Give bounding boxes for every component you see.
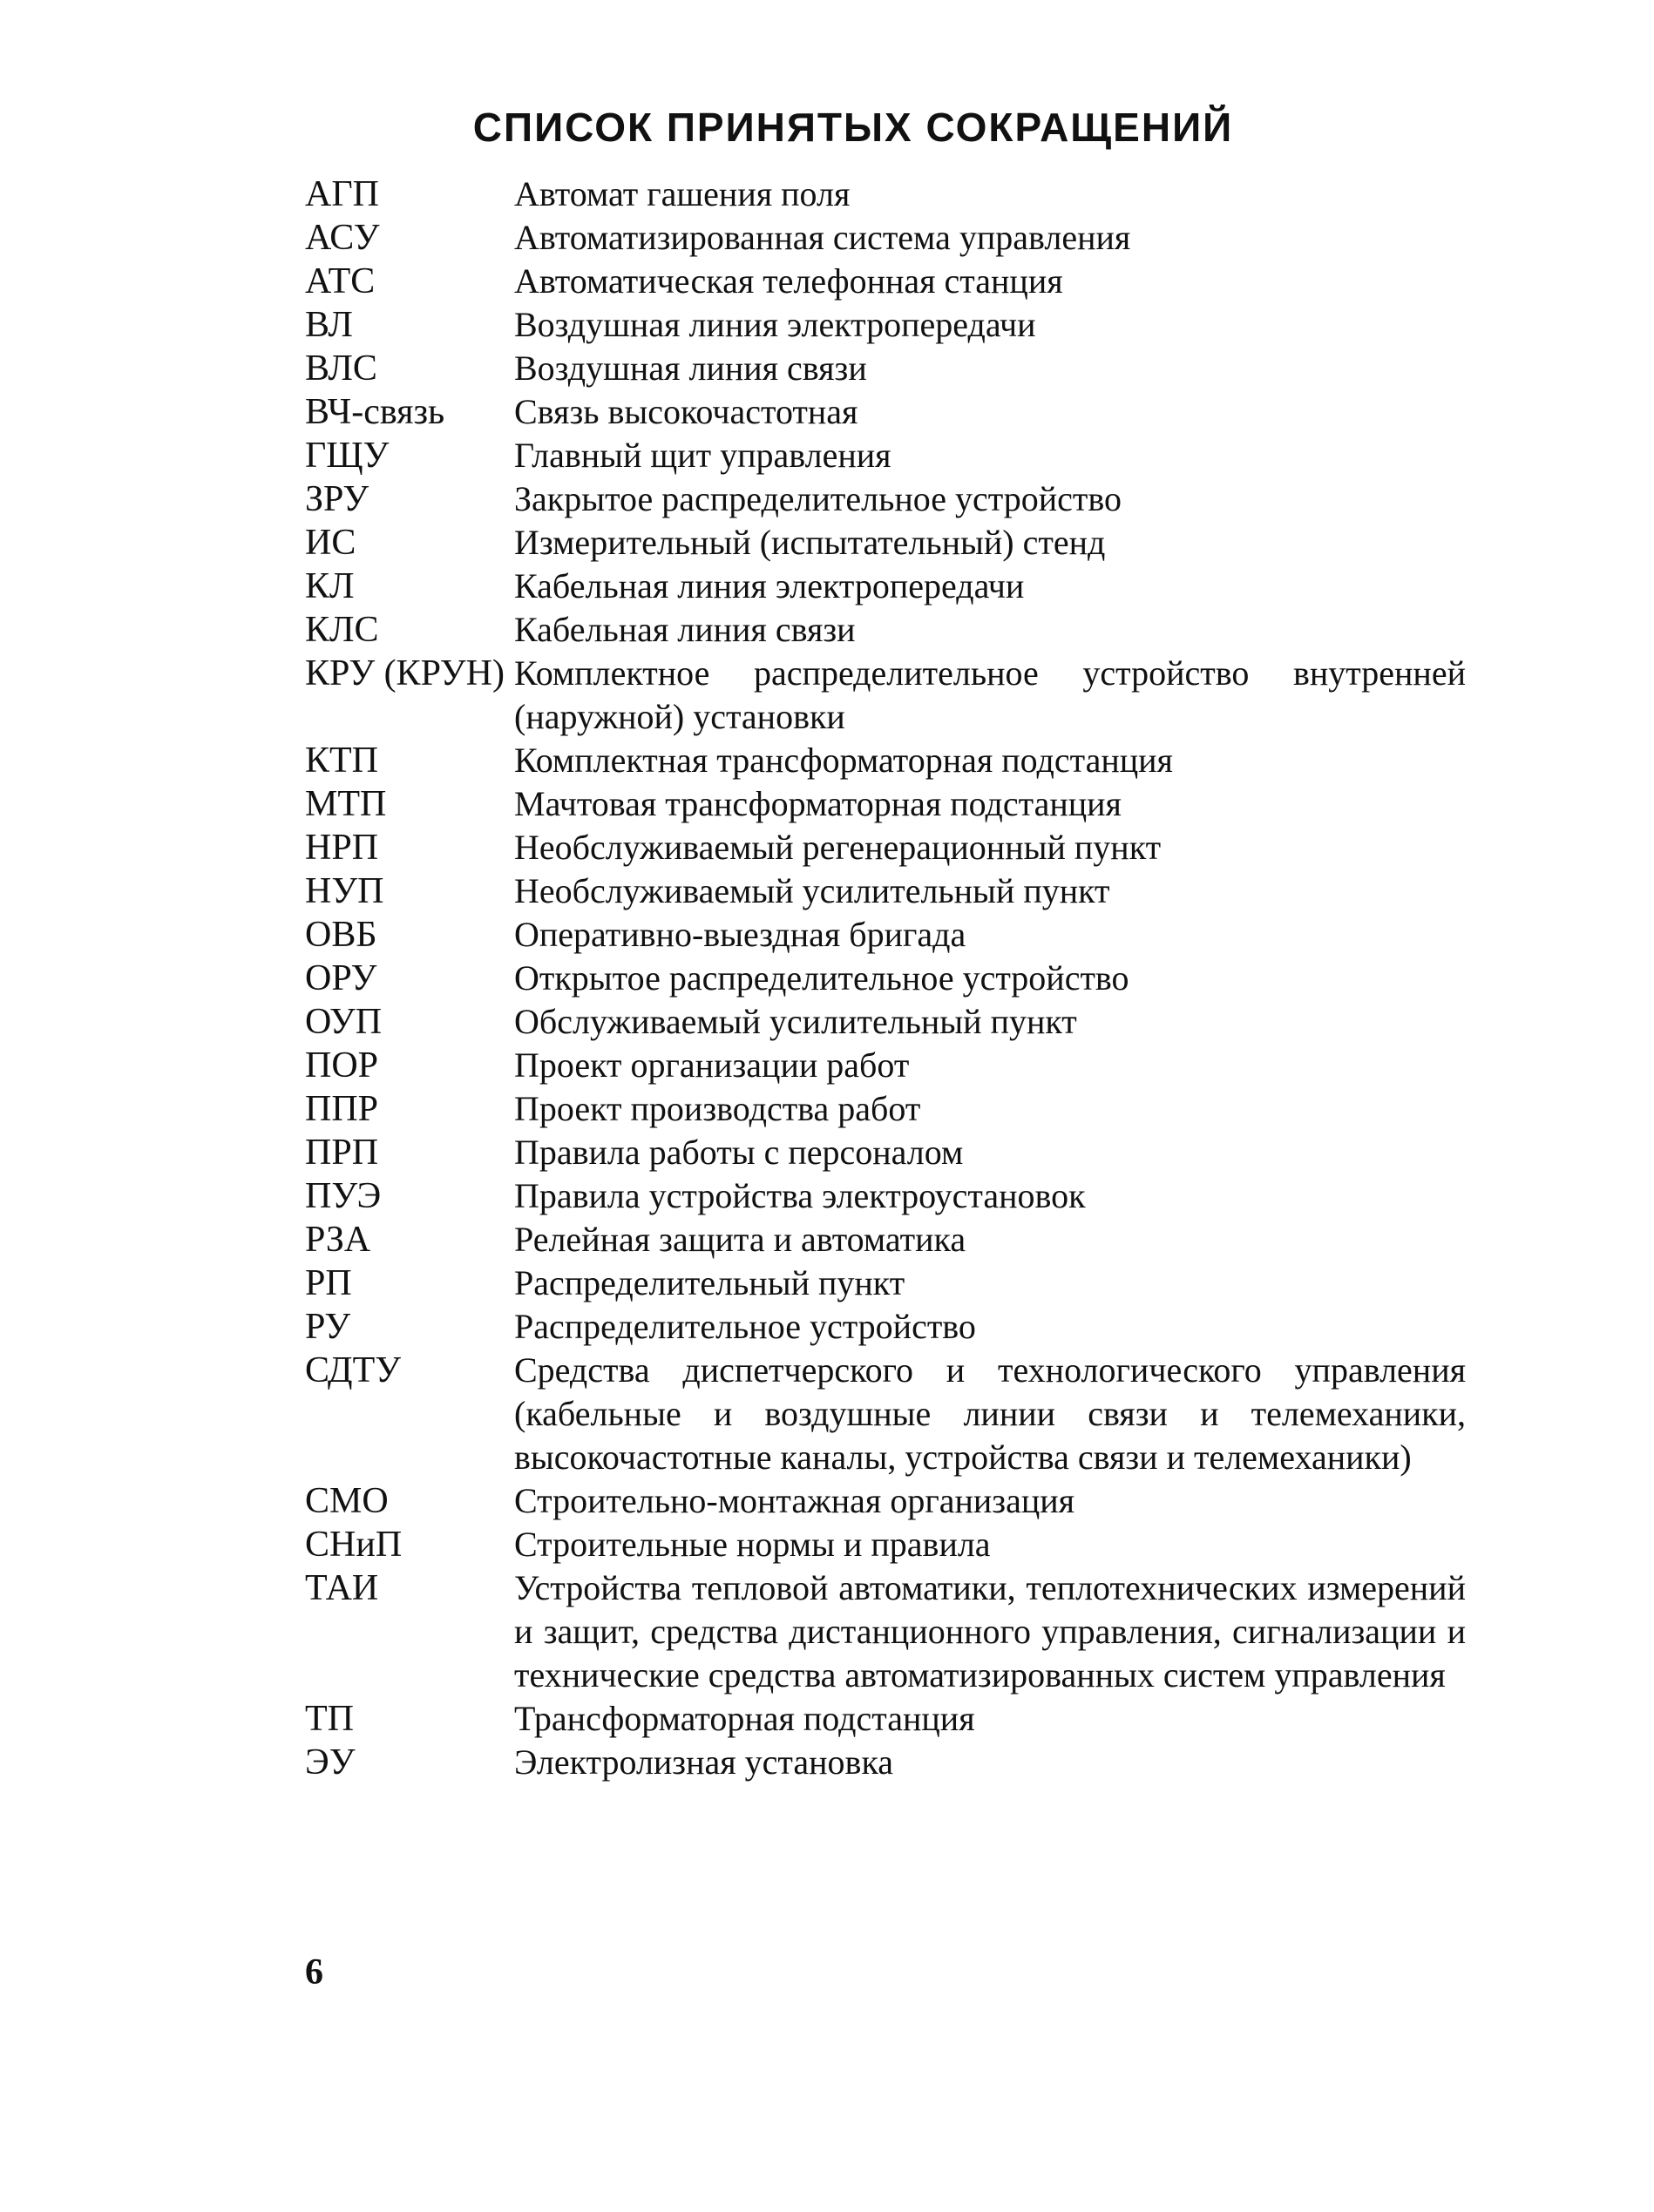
abbreviation-entry bbox=[305, 390, 1473, 434]
abbreviation-entry bbox=[305, 565, 1473, 608]
abbreviation-entry bbox=[305, 172, 1473, 216]
abbreviation-term: ВЛ bbox=[305, 305, 353, 345]
page-number: 6 bbox=[305, 1952, 323, 1992]
abbreviation-entry bbox=[305, 434, 1473, 477]
abbreviation-definition: Строительно-монтажная организация bbox=[514, 1481, 1075, 1520]
abbreviation-definition: Кабельная линия связи bbox=[514, 610, 856, 649]
abbreviation-definition: Оперативно-выездная бригада bbox=[514, 915, 966, 954]
abbreviation-definition: Правила работы с персоналом bbox=[514, 1133, 964, 1172]
abbreviation-definition: Связь высокочастотная bbox=[514, 392, 858, 431]
abbreviation-entry bbox=[305, 869, 1473, 913]
page-title: СПИСОК ПРИНЯТЫХ СОКРАЩЕНИЙ bbox=[472, 104, 1234, 150]
abbreviation-entry bbox=[305, 260, 1473, 303]
abbreviation-entry bbox=[305, 1174, 1473, 1218]
abbreviation-definition: Кабельная линия электропередачи bbox=[514, 566, 1025, 605]
abbreviation-term: СНиП bbox=[305, 1525, 403, 1565]
abbreviation-list bbox=[305, 172, 1473, 1784]
abbreviation-term: ЭУ bbox=[305, 1742, 356, 1782]
abbreviation-definition: Проект организации работ bbox=[514, 1045, 910, 1085]
abbreviation-entry bbox=[305, 1697, 1473, 1741]
abbreviation-term: СМО bbox=[305, 1481, 389, 1521]
abbreviation-term: ТП bbox=[305, 1699, 354, 1739]
abbreviation-definition: Воздушная линия связи bbox=[514, 348, 867, 388]
abbreviation-term: АГП bbox=[305, 174, 379, 214]
abbreviation-term: ВЧ-связь bbox=[305, 392, 445, 432]
abbreviation-term: ОВБ bbox=[305, 915, 377, 955]
abbreviation-entry bbox=[305, 957, 1473, 1000]
abbreviation-entry bbox=[305, 739, 1473, 782]
abbreviation-term: КЛ bbox=[305, 566, 355, 606]
abbreviation-entry bbox=[305, 1523, 1473, 1566]
abbreviation-term: ПУЭ bbox=[305, 1176, 382, 1216]
abbreviation-definition: Необслуживаемый усилительный пункт bbox=[514, 871, 1110, 910]
abbreviation-definition: Распределительный пункт bbox=[514, 1263, 905, 1302]
abbreviation-entry bbox=[305, 1349, 1473, 1479]
abbreviation-definition: Комплектное распределительное устройство внутренней (наружной) установки bbox=[514, 653, 1466, 736]
abbreviation-definition: Автоматическая телефонная станция bbox=[514, 261, 1063, 301]
abbreviation-definition: Комплектная трансформаторная подстанция bbox=[514, 741, 1173, 780]
abbreviation-entry bbox=[305, 826, 1473, 869]
abbreviation-entry bbox=[305, 477, 1473, 521]
abbreviation-term: НРП bbox=[305, 828, 379, 868]
abbreviation-term: РП bbox=[305, 1263, 352, 1303]
abbreviation-definition: Средства диспетчерского и технологического управления (кабельные и воздушные линии связи и телемеханики, высокочастотные каналы, устройства связи и телемеханики) bbox=[514, 1350, 1466, 1477]
abbreviation-entry bbox=[305, 782, 1473, 826]
abbreviation-entry bbox=[305, 1479, 1473, 1523]
abbreviation-entry bbox=[305, 1131, 1473, 1174]
abbreviation-entry bbox=[305, 1000, 1473, 1044]
abbreviation-term: ОРУ bbox=[305, 958, 377, 998]
abbreviation-definition: Электролизная установка bbox=[514, 1742, 894, 1782]
abbreviation-definition: Необслуживаемый регенерационный пункт bbox=[514, 828, 1162, 867]
abbreviation-term: АСУ bbox=[305, 218, 380, 258]
abbreviation-entry bbox=[305, 652, 1473, 739]
abbreviation-entry bbox=[305, 1262, 1473, 1305]
abbreviation-term: ВЛС bbox=[305, 348, 377, 389]
abbreviation-definition: Автоматизированная система управления bbox=[514, 218, 1131, 257]
abbreviation-definition: Строительные нормы и правила bbox=[514, 1525, 991, 1564]
abbreviation-entry bbox=[305, 216, 1473, 260]
abbreviation-term: МТП bbox=[305, 784, 387, 824]
abbreviation-term: ОУП bbox=[305, 1002, 383, 1042]
abbreviation-term: ПРП bbox=[305, 1133, 379, 1173]
abbreviation-definition: Релейная защита и автоматика bbox=[514, 1220, 966, 1259]
abbreviation-term: РУ bbox=[305, 1307, 351, 1347]
abbreviation-definition: Мачтовая трансформаторная подстанция bbox=[514, 784, 1122, 823]
abbreviation-definition: Воздушная линия электропередачи bbox=[514, 305, 1036, 344]
abbreviation-definition: Проект производства работ bbox=[514, 1089, 921, 1128]
abbreviation-entry bbox=[305, 913, 1473, 957]
abbreviation-entry bbox=[305, 1741, 1473, 1784]
abbreviation-term: КЛС bbox=[305, 610, 379, 650]
abbreviation-entry bbox=[305, 521, 1473, 565]
abbreviation-definition: Автомат гашения поля bbox=[514, 174, 851, 213]
abbreviation-term: КТП bbox=[305, 741, 378, 781]
abbreviation-term: ТАИ bbox=[305, 1568, 379, 1608]
abbreviation-definition: Измерительный (испытательный) стенд bbox=[514, 523, 1106, 562]
abbreviation-term: РЗА bbox=[305, 1220, 371, 1260]
abbreviation-definition: Обслуживаемый усилительный пункт bbox=[514, 1002, 1077, 1041]
abbreviation-entry bbox=[305, 303, 1473, 347]
abbreviation-term: АТС bbox=[305, 261, 376, 301]
abbreviation-entry bbox=[305, 1087, 1473, 1131]
abbreviation-entry bbox=[305, 1044, 1473, 1087]
abbreviation-definition: Устройства тепловой автоматики, теплотехнических измерений и защит, средства дистанционного управления, сигнализации и технические средства автоматизированных систем управления bbox=[514, 1568, 1466, 1695]
abbreviation-definition: Трансформаторная подстанция bbox=[514, 1699, 975, 1738]
abbreviation-entry bbox=[305, 1566, 1473, 1697]
abbreviation-definition: Распределительное устройство bbox=[514, 1307, 976, 1346]
abbreviation-definition: Главный щит управления bbox=[514, 436, 891, 475]
abbreviation-definition: Закрытое распределительное устройство bbox=[514, 479, 1122, 518]
abbreviation-term: ИС bbox=[305, 523, 356, 563]
abbreviation-definition: Правила устройства электроустановок bbox=[514, 1176, 1086, 1215]
abbreviation-term: СДТУ bbox=[305, 1350, 401, 1390]
abbreviation-term: КРУ (КРУН) bbox=[305, 653, 505, 693]
abbreviation-term: НУП bbox=[305, 871, 384, 911]
abbreviation-term: ППР bbox=[305, 1089, 379, 1129]
abbreviation-entry bbox=[305, 347, 1473, 390]
abbreviation-term: ЗРУ bbox=[305, 479, 369, 519]
abbreviation-entry bbox=[305, 1218, 1473, 1262]
abbreviation-term: ГЩУ bbox=[305, 436, 390, 476]
abbreviation-term: ПОР bbox=[305, 1045, 379, 1086]
abbreviation-entry bbox=[305, 1305, 1473, 1349]
abbreviation-definition: Открытое распределительное устройство bbox=[514, 958, 1129, 998]
abbreviation-entry bbox=[305, 608, 1473, 652]
